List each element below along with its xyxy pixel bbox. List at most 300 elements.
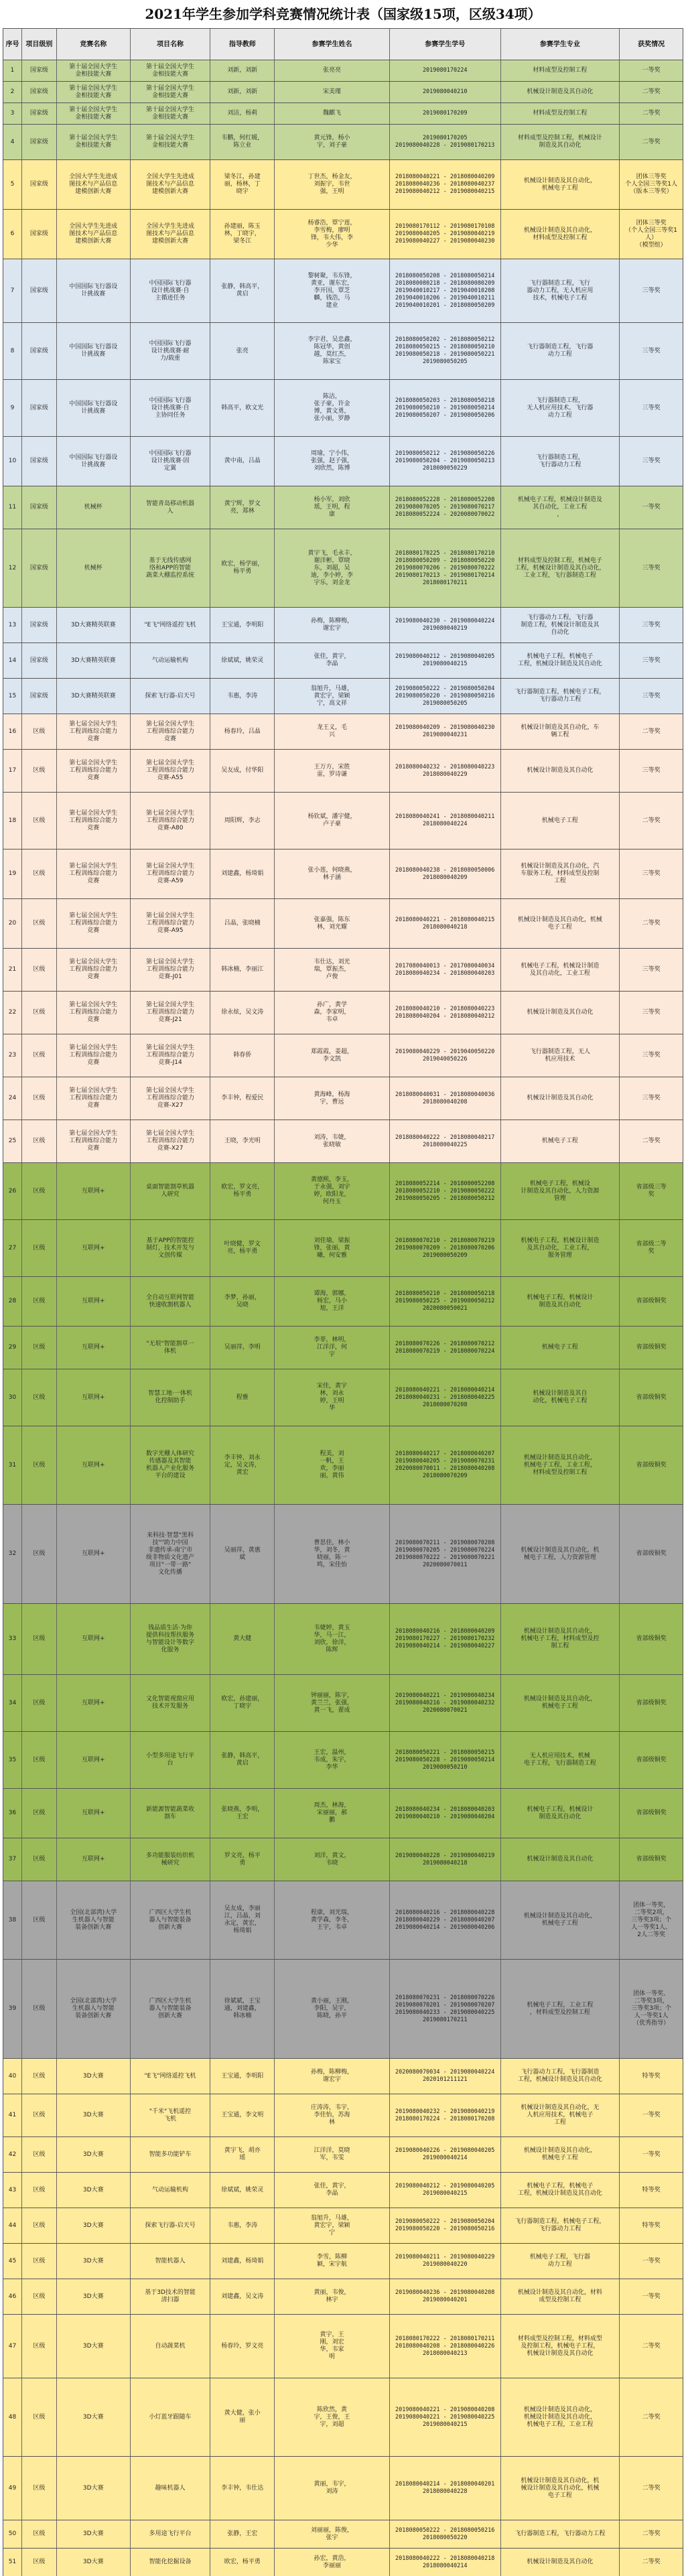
row-major: 机械电子工程，机械设计制造及 其自动化，工业工程 ， — [501, 486, 620, 529]
row-competition: 互联网+ — [57, 1426, 131, 1504]
row-teacher: 张静，韩高平， 黄启 — [210, 259, 275, 322]
row-major: 无人机应用技术，机械 电子工程，飞行器制造工程 — [501, 1732, 620, 1788]
row-major: 机械设计制造及其自动化，机 械电子工程，人力资源管理 — [501, 1505, 620, 1603]
table-row — [3, 1604, 683, 1675]
row-students: 刘涛，韦婕， 张晓敏 — [275, 1120, 390, 1162]
row-major: 机械设计制造及其自动化 — [501, 992, 620, 1034]
row-level: 区级 — [22, 1838, 57, 1881]
table-row — [3, 1505, 683, 1604]
row-major: 飞行器制造工程，飞行 器动力工程，无人机应用 技术，机械电子工程 — [501, 259, 620, 322]
row-student-ids: 2018080040210 - 2018080040223 2018080040204 - 2018080040212 — [390, 992, 501, 1034]
row-teacher: 徐斌斌，姚荣灵 — [210, 643, 275, 678]
row-competition: 全国大学生先进成 图技术与产品信息 建模创新大赛 — [57, 160, 131, 209]
row-major: 材料成型及控制工程，材料成型 及控制工程，机械电子工程， 机械设计制造及其自动化 — [501, 2315, 620, 2378]
row-competition: 3D大赛 — [57, 2094, 131, 2137]
table-row — [3, 1426, 683, 1505]
row-students: 杨钦斌，潘宇健， 卢子豪 — [275, 793, 390, 849]
row-students: 李雪，陈柳 颖，宋宇航 — [275, 2244, 390, 2279]
row-level: 国家级 — [22, 437, 57, 486]
row-level: 国家级 — [22, 103, 57, 124]
row-project: 第七届全国大学生 工程训练综合能力 竞赛-A55 — [131, 750, 211, 792]
row-number: 30 — [3, 1369, 22, 1426]
row-students: 程美，刘 一帆，王 欢，李丽 丽，黄伟 — [275, 1426, 390, 1504]
row-student-ids: 2019080170112 - 2019080170108 2019080040205 - 2019080040219 2019080040227 - 2019080040230 — [390, 210, 501, 259]
row-number: 21 — [3, 949, 22, 991]
row-project: 第七届全国大学生 工程训练综合能力 竞赛-A95 — [131, 899, 211, 948]
row-major: 机械设计制造及其自动化，材料 成型及控制工程 — [501, 2279, 620, 2314]
row-level: 区级 — [22, 2173, 57, 2208]
table-row — [3, 679, 683, 714]
row-student-ids: 2019080040230 - 2019080040224 2019080040219 — [390, 608, 501, 642]
row-students: 黄元锋，杨小 宇，刘子豪 — [275, 125, 390, 159]
row-project: 自动蔬菜机 — [131, 2315, 211, 2378]
row-students: 黄海峰，杨海 宇，曹远 — [275, 1077, 390, 1120]
row-student-ids: 2018080050222 - 2018080050216 2018080050220 — [390, 2520, 501, 2548]
row-competition: 3D大赛 — [57, 2279, 131, 2314]
row-teacher: 王宝通，李明阳 — [210, 2059, 275, 2094]
table-row — [3, 1220, 683, 1277]
header-teacher: 指导教师 — [210, 29, 275, 60]
row-project: 第七届全国大学生 工程训练综合能力 竞赛-J21 — [131, 992, 211, 1034]
row-award: 省部级铜奖 — [636, 1344, 667, 1351]
row-level: 区级 — [22, 1789, 57, 1838]
row-student-ids: 2018080040217 - 2018080040207 2019080040205 - 2019080070231 2020080070011 - 2018080040208 2018080070209 — [390, 1426, 501, 1504]
row-major: 机械设计制造及其自动化， 机械电子工程，材料成型及控 制工程 — [501, 1604, 620, 1674]
row-teacher: 梁冬江，孙建 丽，杨林，丁 晓宇 — [210, 160, 275, 209]
table-row — [3, 437, 683, 486]
row-award: 团体一等奖、 二等奖3项， 三等奖3项；个 人一等奖1人 （优秀指导） — [631, 1990, 671, 2027]
row-teacher: 刘建鑫，杨琦娟 — [210, 850, 275, 898]
row-number: 43 — [3, 2173, 22, 2208]
row-competition: 第七届全国大学生 工程训练综合能力 竞赛 — [57, 899, 131, 948]
row-award: 三等奖 — [642, 458, 661, 464]
row-teacher: 黄中南，吕晶 — [210, 437, 275, 486]
row-student-ids: 2019080050222 - 2019080050204 2019080050220 - 2019080050216 2019080050205 — [390, 679, 501, 714]
row-number: 31 — [3, 1426, 22, 1504]
row-students: 陈洁， 张子豪，许金 博，黄文勇， 张小丽，罗静 — [275, 380, 390, 436]
row-number: 36 — [3, 1789, 22, 1838]
row-teacher: 罗文亮，杨平 勇 — [210, 1838, 275, 1881]
row-competition: 互联网+ — [57, 1163, 131, 1219]
row-major: 飞行器动力工程，飞行器 制造工程，机械设计制造及其 自动化 — [501, 608, 620, 642]
row-project: 全自动互联网智能 快速收割机器人 — [131, 1277, 211, 1326]
row-students: 韦婕婷，黄玉 华，马一江， 刘欣，徐洋， 陈辉 — [275, 1604, 390, 1674]
row-number: 8 — [3, 323, 22, 379]
table-row — [3, 2549, 683, 2576]
table-row — [3, 608, 683, 643]
row-competition: 第十届全国大学生 金相技能大赛 — [57, 103, 131, 124]
row-project: 基于3D技术的智能 清扫器 — [131, 2279, 211, 2314]
row-award: 二等奖 — [642, 2530, 661, 2537]
row-major: 机械设计制造及其自动化， 机械电子工程 — [501, 1881, 620, 1959]
row-students: 黄德熙，李玉， 于永强，刘宇 婷，欧阳龙， 何丹玉 — [275, 1163, 390, 1219]
table-row — [3, 60, 683, 82]
table-row — [3, 2378, 683, 2457]
row-students: 钟丽丽，陈宇， 黄兰兰，张强， 黄一飞，翟成 — [275, 1675, 390, 1731]
row-competition: 3D大赛精英联赛 — [57, 643, 131, 678]
row-teacher: 韩冰楠，李丽江 — [210, 949, 275, 991]
row-students: 杨小军，刘欣 瑶，王明，程 康 — [275, 486, 390, 529]
table-row — [3, 125, 683, 160]
row-major: 机械电子工程，机械电子 工程，机械设计制造及其自动化 — [501, 2173, 620, 2208]
row-award: 三等奖 — [642, 1009, 661, 1016]
row-teacher: 李丰钟，韦仕达 — [210, 2457, 275, 2520]
table-header — [3, 28, 683, 60]
row-award: 省部级三等 奖 — [636, 1184, 667, 1198]
row-number: 41 — [3, 2094, 22, 2137]
row-level: 区级 — [22, 1426, 57, 1504]
table-row — [3, 992, 683, 1034]
row-major: 飞行器制造工程，无人 机应用技术 — [501, 1034, 620, 1077]
row-major: 飞行器制造工程， 无人机应用技术，飞行器 动力工程 — [501, 380, 620, 436]
row-students: 曹思佳，林小 华，刘冬，黄 晓丽，陈一 鸣，宋佳怡 — [275, 1505, 390, 1603]
row-students: 刘丽丽，陈俊， 张宇 — [275, 2520, 390, 2548]
row-students: 韦仕达，刘光 瑞，覃振杰， 卢俊 — [275, 949, 390, 991]
row-award: 三等奖 — [642, 1052, 661, 1059]
row-number: 5 — [3, 160, 22, 209]
row-competition: 互联网+ — [57, 1675, 131, 1731]
row-teacher: 欧宏，杨学丽， 杨平勇 — [210, 529, 275, 607]
row-major: 机械设计制造及其自动化 — [501, 82, 620, 103]
row-award: 省部级铜奖 — [636, 1550, 667, 1557]
row-number: 46 — [3, 2279, 22, 2314]
row-students: 翁旭升，马雄， 黄宏宇，梁颖 宁 — [275, 2208, 390, 2243]
row-number: 14 — [3, 643, 22, 678]
row-major: 飞行器制造工程，机械电子工程， 飞行器动力工程 — [501, 679, 620, 714]
row-major: 机械电子工程，机械设 计制造及其自动化，人力资源 管理 — [501, 1163, 620, 1219]
row-students: 谭海，郭娜， 杨宏，马小 旭，王洋 — [275, 1277, 390, 1326]
row-number: 15 — [3, 679, 22, 714]
row-major: 材料成型及控制工程，机械电子 工程，机械设计制造及其自动化， 工业工程，飞行器制造工程 — [501, 529, 620, 607]
row-student-ids: 2018080040221 - 2018080040215 2018080040218 — [390, 899, 501, 948]
row-award: 特等奖 — [642, 2072, 661, 2080]
row-project: 智能多功能铲车 — [131, 2137, 211, 2172]
row-competition: 中国国际飞行器设 计挑战赛 — [57, 437, 131, 486]
row-number: 28 — [3, 1277, 22, 1326]
row-project: 广西区大学生机 器人与智能装备 创新大赛 — [131, 1960, 211, 2058]
row-number: 24 — [3, 1077, 22, 1120]
header-students: 参赛学生姓名 — [275, 29, 390, 60]
row-major: 机械设计制造及其自动化 — [501, 1838, 620, 1881]
row-award: 二等奖 — [642, 2342, 661, 2350]
row-project: 数字光栅人体研究 传感器及其智能 机器人产业化服务 平台的建设 — [131, 1426, 211, 1504]
row-number: 7 — [3, 259, 22, 322]
row-major: 材料成型及控制工程 — [501, 60, 620, 81]
row-student-ids: 2018080040232 - 2018080040223 2018080040229 — [390, 750, 501, 792]
row-competition: 第七届全国大学生 工程训练综合能力 竞赛 — [57, 1034, 131, 1077]
table-row — [3, 793, 683, 850]
row-award: 团体三等奖 个人全国三等奖1人 （版本三等奖） — [625, 174, 677, 195]
row-project: 智能化挖掘设备 — [131, 2549, 211, 2576]
row-major: 飞行器制造工程，机械电子工程， 飞行器动力工程 — [501, 2208, 620, 2243]
row-student-ids: 2018080170225 - 2018080170210 2018080050209 - 2018080050220 2019080070206 - 2019080070222 2019080170213 - 2019080170214 2018080170211 — [390, 529, 501, 607]
row-student-ids: 2018080050210 - 2018080050218 2019080050225 - 2019080050212 2020080050021 — [390, 1277, 501, 1326]
row-level: 国家级 — [22, 486, 57, 529]
row-project: 第七届全国大学生 工程训练综合能力 竞赛-A59 — [131, 850, 211, 898]
row-major: 飞行器制造工程，飞行器动力工程 — [501, 2520, 620, 2548]
table-row — [3, 1960, 683, 2059]
row-students: 张亮亮 — [275, 60, 390, 81]
row-level: 区级 — [22, 1732, 57, 1788]
row-award: 一等奖 — [642, 2257, 661, 2264]
row-award: 三等奖 — [642, 621, 661, 628]
row-student-ids: 2018080040031 - 2018080040036 2018080040208 — [390, 1077, 501, 1120]
header-no: 序号 — [3, 29, 22, 60]
row-award: 特等奖 — [642, 2222, 661, 2229]
table-row — [3, 2137, 683, 2173]
row-level: 区级 — [22, 2549, 57, 2576]
row-students: 黄丽，韦宇， 刘涛 — [275, 2457, 390, 2520]
row-student-ids: 2020080070034 - 2019080040224 2020101211121 — [390, 2059, 501, 2094]
row-competition: 第七届全国大学生 工程训练综合能力 竞赛 — [57, 949, 131, 991]
row-number: 25 — [3, 1120, 22, 1162]
row-student-ids: 2019080040232 - 2019080040219 2018080170224 - 2018080170208 — [390, 2094, 501, 2137]
row-project: 多用途飞行平台 — [131, 2520, 211, 2548]
row-teacher: 王宝通，李明阳 — [210, 608, 275, 642]
row-teacher: 张亮 — [210, 323, 275, 379]
row-major: 机械设计制造及其自动化， 机械电子工程 — [501, 160, 620, 209]
row-major: 机械设计制造及其自动化， 机械电子工程，工业工程， 材料成型及控制工程 — [501, 1426, 620, 1504]
row-award: 三等奖 — [642, 870, 661, 877]
row-level: 区级 — [22, 1077, 57, 1120]
row-competition: 3D大赛 — [57, 2059, 131, 2094]
row-students: 孙梅，陈柳梅， 谢宏宇 — [275, 2059, 390, 2094]
row-teacher: 韩高平，欧文光 — [210, 380, 275, 436]
row-project: 广西区大学生机 器人与智能装备 创新大赛 — [131, 1881, 211, 1959]
header-student-ids: 参赛学生学号 — [390, 29, 501, 60]
row-level: 区级 — [22, 1505, 57, 1603]
table-row — [3, 850, 683, 899]
row-award: 团体三等奖 （个人全国三等奖1人） （模型组） — [625, 219, 677, 249]
row-teacher: 欧宏，罗文亮， 杨平勇 — [210, 1163, 275, 1219]
table-row — [3, 1327, 683, 1369]
row-number: 11 — [3, 486, 22, 529]
row-student-ids: 2018080170222 - 2018080170211 2018080040208 - 2018080040226 2018080040213 — [390, 2315, 501, 2378]
row-teacher: 杨春玲，罗文亮 — [210, 2315, 275, 2378]
page-title: 2021年学生参加学科竞赛情况统计表（国家级15项，区级34项） — [145, 6, 541, 22]
row-student-ids: 2018080070231 - 2018080070226 2019080070201 - 2019080070207 2019080040233 - 2019080040225 2019080170211 — [390, 1960, 501, 2058]
row-number: 22 — [3, 992, 22, 1034]
row-level: 区级 — [22, 2378, 57, 2456]
row-major: 机械电子工程，机械电子 工程，机械设计制造及其自动化 — [501, 643, 620, 678]
table-row — [3, 1881, 683, 1960]
row-competition: 互联网+ — [57, 1277, 131, 1326]
row-teacher: 欧宏，杨平勇 — [210, 2549, 275, 2576]
row-level: 区级 — [22, 750, 57, 792]
row-student-ids: 2019080170224 — [390, 60, 501, 81]
row-award: 省部级铜奖 — [636, 1461, 667, 1469]
row-competition: 第七届全国大学生 工程训练综合能力 竞赛 — [57, 714, 131, 749]
row-major: 机械电子工程 — [501, 1327, 620, 1369]
row-competition: 3D大赛 — [57, 2315, 131, 2378]
row-teacher: 刘洁，杨莉 — [210, 103, 275, 124]
row-project: "千米"飞机遥控 飞机 — [131, 2094, 211, 2137]
table-row — [3, 643, 683, 679]
row-student-ids: 2018080070226 - 2018080070212 2018080070219 - 2018080070224 — [390, 1327, 501, 1369]
row-project: 多功能服装纺织机 械研究 — [131, 1838, 211, 1881]
row-students: 龙王义，毛 兴 — [275, 714, 390, 749]
row-students: 丁世杰，杨金友， 刘振宇，韦世 强，王明 — [275, 160, 390, 209]
row-project: "E飞"网络遥控飞机 — [131, 608, 211, 642]
row-number: 42 — [3, 2137, 22, 2172]
row-project: 中国国际飞行器 设计挑战赛·自 主循迹任务 — [131, 259, 211, 322]
row-student-ids: 2019080040221 - 2019080040208 2019080040221 - 2019080040225 2019080040215 — [390, 2378, 501, 2456]
row-number: 12 — [3, 529, 22, 607]
row-student-ids: 2019080050212 - 2019080050226 2019080050204 - 2019080050213 2018080050229 — [390, 437, 501, 486]
row-teacher: 叶晓健，罗文 亮，杨平勇 — [210, 1220, 275, 1276]
row-major: 机械电子工程，工业工程 ，材料成型及控制工程 — [501, 1960, 620, 2058]
row-competition: 第十届全国大学生 金相技能大赛 — [57, 82, 131, 103]
row-project: 基于APP的智能控 制灯，技术开发与 文创传媒 — [131, 1220, 211, 1276]
row-teacher: 李丰钟，刘永 定，吴文涛， 黄宏 — [210, 1426, 275, 1504]
row-major: 材料成型及控制工程 — [501, 103, 620, 124]
row-teacher: 黄宇飞，胡亦 瑶 — [210, 2137, 275, 2172]
row-teacher: 黄宁辉，罗文 亮，郑林 — [210, 486, 275, 529]
row-award: 二等奖 — [642, 1138, 661, 1144]
row-project: 第七届全国大学生 工程训练综合能力 竞赛-A80 — [131, 793, 211, 849]
row-student-ids: 2018080050208 - 2018080050214 2018080080218 - 2018080080209 2019040010217 - 2019040010208 2019040010206 - 2019040010211 2019040010201 - 2018080050209 — [390, 259, 501, 322]
row-students: 周杰，林海， 宋丽丽，郝 鹏 — [275, 1789, 390, 1838]
row-student-ids: 2019080040221 - 2019080040234 2019080040216 - 2019080040232 2020080070021 — [390, 1675, 501, 1731]
table-row — [3, 323, 683, 380]
row-number: 6 — [3, 210, 22, 259]
row-level: 国家级 — [22, 210, 57, 259]
row-number: 40 — [3, 2059, 22, 2094]
row-student-ids: 2018080040222 - 2018080040217 2018080040225 — [390, 1120, 501, 1162]
row-student-ids: 2019080040211 - 2019080040229 2019080040220 — [390, 2244, 501, 2279]
table-row — [3, 529, 683, 608]
table-row — [3, 160, 683, 210]
row-major: 机械设计制造及其自动化，车 辆工程 — [501, 714, 620, 749]
row-level: 区级 — [22, 1604, 57, 1674]
row-award: 二等奖 — [642, 2484, 661, 2492]
row-level: 区级 — [22, 1960, 57, 2058]
table-row — [3, 1789, 683, 1838]
row-student-ids: 2019080040209 - 2019080040230 2019080040231 — [390, 714, 501, 749]
table-row — [3, 210, 683, 259]
row-teacher: 吕晶，张晓楠 — [210, 899, 275, 948]
row-project: 全国大学生先进成 图技术与产品信息 建模创新大赛 — [131, 160, 211, 209]
row-students: 张佳，黄宇， 李晶 — [275, 643, 390, 678]
row-student-ids: 2018080040216 - 2018080040228 2018080040229 - 2018080040207 2019080040214 - 2019080040206 — [390, 1881, 501, 1959]
row-student-ids: 2018080040238 - 2018080050006 2018080040209 — [390, 850, 501, 898]
row-project: 智能机器人 — [131, 2244, 211, 2279]
row-award: 省部级铜奖 — [636, 1810, 667, 1816]
row-students: 王宏，温州， 韦成，朱宇， 李华 — [275, 1732, 390, 1788]
row-number: 48 — [3, 2378, 22, 2456]
row-level: 区级 — [22, 714, 57, 749]
row-teacher: 徐斌斌，姚荣灵 — [210, 2173, 275, 2208]
table-row — [3, 1120, 683, 1163]
row-teacher: 韩春侨 — [210, 1034, 275, 1077]
row-number: 45 — [3, 2244, 22, 2279]
table-row — [3, 714, 683, 750]
row-level: 国家级 — [22, 82, 57, 103]
row-student-ids: 2019080040236 - 2019080040208 2019080040201 — [390, 2279, 501, 2314]
row-student-ids: 2019080040228 - 2019080040219 2019080040218 — [390, 1838, 501, 1881]
row-project: 第十届全国大学生 金相技能大赛 — [131, 60, 211, 81]
table-row — [3, 1838, 683, 1881]
row-teacher: 韦鹏，何红媛， 陈立业 — [210, 125, 275, 159]
row-competition: 第七届全国大学生 工程训练综合能力 竞赛 — [57, 793, 131, 849]
row-teacher: 王宝通，李文明 — [210, 2094, 275, 2137]
row-project: "E飞"网络遥控飞机 — [131, 2059, 211, 2094]
header-award: 获奖情况 — [638, 40, 665, 48]
row-major: 机械设计制造及其自 动化，机械电子工程 — [501, 1369, 620, 1426]
row-level: 区级 — [22, 1277, 57, 1326]
row-student-ids: 2017080040013 - 2017080040034 2018080040234 - 2018080040203 — [390, 949, 501, 991]
row-project: 来科技·智慧"黑科 技""助力中国 非遗传承-南宁市 级非物质文化遗产 项目"一带一路" 文化传播 — [131, 1505, 211, 1603]
row-student-ids: 2018080040222 - 2018080040218 2018080040214 — [390, 2549, 501, 2576]
row-project: 小灯蓝牙跟随车 — [131, 2378, 211, 2456]
row-project: 第七届全国大学生 工程训练综合能力 竞赛-J01 — [131, 949, 211, 991]
row-teacher: 孙建丽，陈玉 林，丁晓宇， 梁冬江 — [210, 210, 275, 259]
row-competition: 互联网+ — [57, 1732, 131, 1788]
row-major: 机械设计制造及其自动化， 机械电子工程 — [501, 1675, 620, 1731]
row-teacher: 韦惠，李涛 — [210, 679, 275, 714]
row-number: 44 — [3, 2208, 22, 2243]
row-award: 二等奖 — [642, 88, 661, 95]
table-row — [3, 486, 683, 529]
row-competition: 中国国际飞行器设 计挑战赛 — [57, 323, 131, 379]
row-major: 机械电子工程，机械设计 制造及其自动化 — [501, 1277, 620, 1326]
row-number: 34 — [3, 1675, 22, 1731]
row-students: 周瑜，宁小伟， 张强，赵子强， 刘欣然，陈博 — [275, 437, 390, 486]
row-students: 魏麒飞 — [275, 103, 390, 124]
row-number: 26 — [3, 1163, 22, 1219]
row-student-ids: 2019080040212 - 2019080040205 2019080040215 — [390, 2173, 501, 2208]
row-student-ids: 2018080040221 - 2018080040214 2018080040231 - 2018080040225 2018080070208 — [390, 1369, 501, 1426]
row-major: 机械电子工程 — [501, 793, 620, 849]
row-student-ids: 2018080070210 - 2018080070219 2019080070209 - 2018080070206 2019080050209 — [390, 1220, 501, 1276]
row-number: 33 — [3, 1604, 22, 1674]
row-level: 区级 — [22, 2279, 57, 2314]
table-row — [3, 899, 683, 949]
row-major: 飞行器制造工程，飞行器 动力工程 — [501, 323, 620, 379]
row-competition: 全国大学生先进成 图技术与产品信息 建模创新大赛 — [57, 210, 131, 259]
row-major: 机械设计制造及其自动化， 机械电子工程 — [501, 2137, 620, 2172]
row-competition: 3D大赛 — [57, 2244, 131, 2279]
row-level: 区级 — [22, 992, 57, 1034]
row-major: 飞行器制造工程， 飞行器动力工程 — [501, 437, 620, 486]
row-award: 三等奖 — [642, 1095, 661, 1101]
row-level: 区级 — [22, 1369, 57, 1426]
row-teacher: 杨春玲，吕晶 — [210, 714, 275, 749]
row-teacher: 王晓，李光明 — [210, 1120, 275, 1162]
row-level: 区级 — [22, 2137, 57, 2172]
row-students: 黄宇，王 刚，刘宏 华，韦家 明 — [275, 2315, 390, 2378]
row-student-ids: 2019080170205 2019080040228 - 2019080170213 — [390, 125, 501, 159]
row-teacher: 徐永炫，吴文涛 — [210, 992, 275, 1034]
table-row — [3, 2315, 683, 2378]
row-award: 省部级铜奖 — [636, 1635, 667, 1642]
table-row — [3, 1277, 683, 1327]
row-number: 18 — [3, 793, 22, 849]
row-student-ids: 2019080040226 - 2019080040205 2019080040214 — [390, 2137, 501, 2172]
row-teacher: 黄大健 — [210, 1604, 275, 1674]
table-row — [3, 2457, 683, 2520]
row-number: 38 — [3, 1881, 22, 1959]
row-students: 江洋洋，莫晓 军，韦雯 — [275, 2137, 390, 2172]
table-row — [3, 2059, 683, 2094]
row-level: 区级 — [22, 949, 57, 991]
table-row — [3, 1163, 683, 1220]
row-student-ids: 2019080170209 — [390, 103, 501, 124]
table-row — [3, 2173, 683, 2208]
row-students: 李菲，林明， 江洋洋，何 宇 — [275, 1327, 390, 1369]
row-students: 黄小丽，王刚， 李阳，吴宇， 陈晓，孙平 — [275, 1960, 390, 2058]
row-competition: 3D大赛 — [57, 2549, 131, 2576]
